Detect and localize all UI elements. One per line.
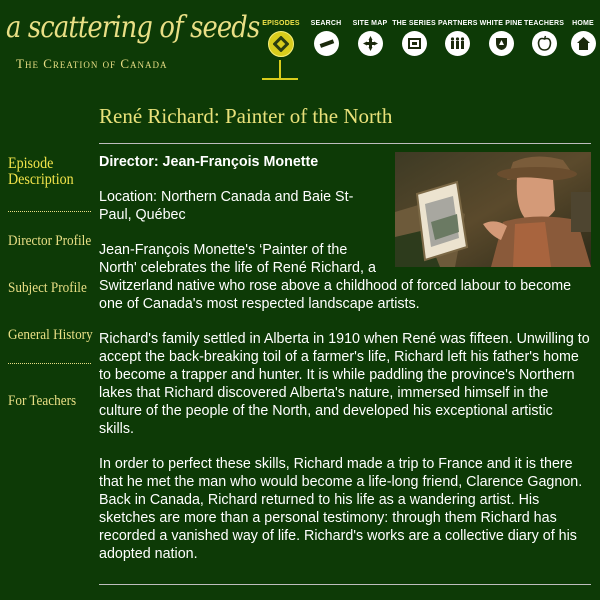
logo-title: a scattering of seeds xyxy=(6,10,260,45)
nav-episodes[interactable] xyxy=(262,20,300,57)
nav-search[interactable] xyxy=(308,20,344,56)
teachers-icon xyxy=(532,31,557,56)
rene-richard-photo xyxy=(395,152,591,267)
nav-site-map-label: SITE MAP xyxy=(352,20,388,27)
page-title: René Richard: Painter of the North xyxy=(99,104,393,128)
active-indicator-stem xyxy=(279,60,281,80)
nav-teachers[interactable] xyxy=(524,20,564,56)
white-pine-icon xyxy=(489,31,514,56)
episode-content xyxy=(99,153,591,580)
sidebar-item-subject-profile[interactable]: Subject Profile xyxy=(8,280,87,296)
location-text: Location: Northern Canada and Baie St-Paul, Québec xyxy=(99,189,354,223)
nav-home[interactable] xyxy=(566,20,600,56)
nav-search-label: SEARCH xyxy=(310,20,342,27)
director-credit: Director: Jean-François Monette xyxy=(99,154,319,170)
sidebar-item-for-teachers[interactable]: For Teachers xyxy=(8,393,77,409)
nav-partners[interactable] xyxy=(438,20,476,56)
top-navigation xyxy=(262,20,600,82)
nav-the-series-label: THE SERIES xyxy=(392,20,436,27)
paragraph-france: In order to perfect these skills, Richard made a trip to France and it is there that he met the man who would become a life-long friend, Clarence Gagnon. Back in Canada, Richard returned to his life as a wandering artist. His sketches are more than a personal testimony: through them Richard has recorded a vanished way of life. Richard's works are a collective diary of his adopted nation. xyxy=(99,456,583,562)
nav-the-series[interactable] xyxy=(392,20,436,56)
episodes-icon xyxy=(268,31,294,57)
nav-home-label: HOME xyxy=(572,20,594,27)
search-icon xyxy=(314,31,339,56)
paragraph-family: Richard's family settled in Alberta in 1910 when René was fifteen. Unwilling to accept the back-breaking toil of a farmer's life, Richard left his father's home to become a trapper and hunter. It is while paddling the province's Northern lakes that Richard discovered Alberta's nature, immersed himself in the culture of the people of the North, and developed his exceptional artistic skills. xyxy=(99,331,590,437)
home-icon xyxy=(571,31,596,56)
sidebar-item-director-profile[interactable]: Director Profile xyxy=(8,233,92,249)
nav-site-map[interactable] xyxy=(350,20,390,56)
site-logo[interactable] xyxy=(6,10,260,72)
sidebar-item-episode-description[interactable]: Episode Description xyxy=(8,155,74,188)
title-divider xyxy=(99,143,591,144)
nav-white-pine-label: WHITE PINE xyxy=(479,20,523,27)
content-bottom-divider xyxy=(99,584,591,585)
logo-subtitle: The Creation of Canada xyxy=(16,56,168,71)
sidebar-item-general-history[interactable]: General History xyxy=(8,327,93,343)
nav-partners-label: PARTNERS xyxy=(438,20,478,27)
nav-teachers-label: TEACHERS xyxy=(524,20,565,27)
site-map-icon xyxy=(358,31,383,56)
nav-white-pine[interactable] xyxy=(478,20,524,56)
the-series-icon xyxy=(402,31,427,56)
nav-episodes-label: EPISODES xyxy=(262,20,300,27)
paragraph-intro: Jean-François Monette's ‘Painter of the North' celebrates the life of René Richard, a Switzerland native who rose above a childhood of forced labour to become one of Canada's most respected landscape artists. xyxy=(99,242,572,312)
sidebar-divider xyxy=(8,363,91,364)
active-indicator-bar xyxy=(262,78,298,80)
sidebar-divider xyxy=(8,211,91,212)
partners-icon xyxy=(445,31,470,56)
